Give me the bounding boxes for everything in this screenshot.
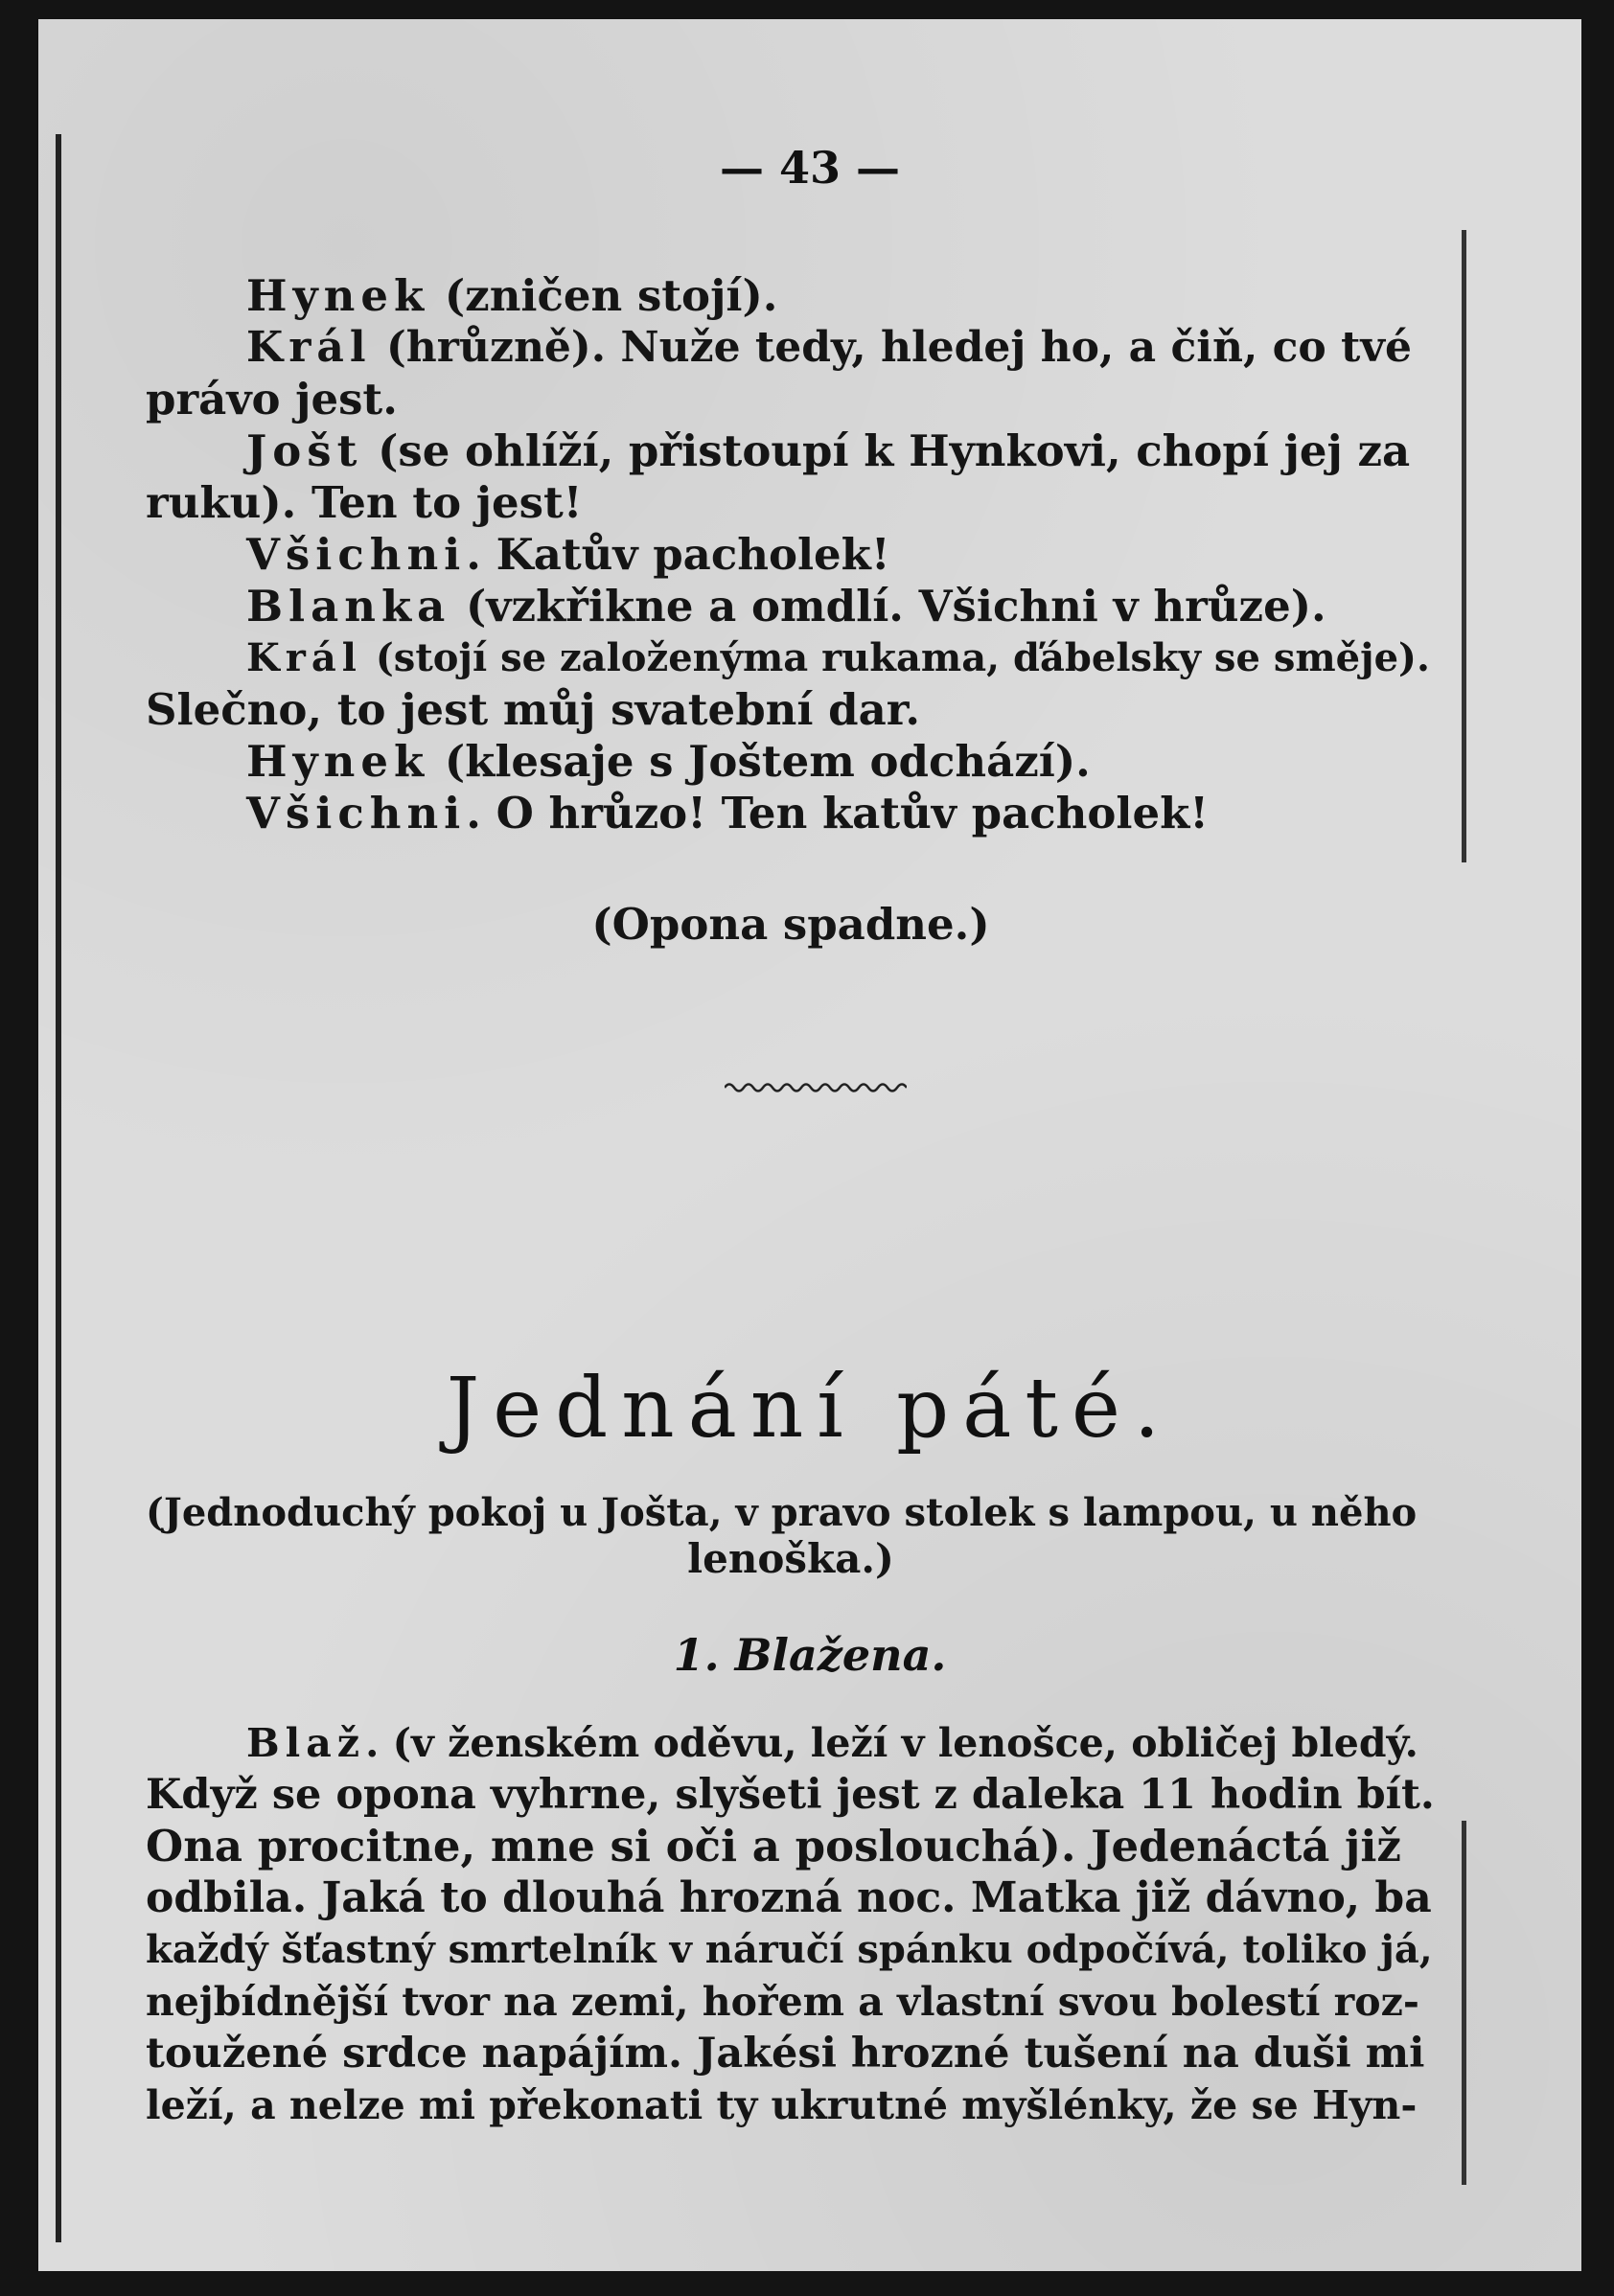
margin-mark	[1462, 1821, 1466, 2185]
page-number: — 43 —	[719, 142, 901, 194]
monologue-line: každý šťastný smrtelník v náručí spánku odpočívá, toliko já,	[146, 1927, 1433, 1972]
dialogue-text: (klesaje s Joštem odchází).	[429, 736, 1091, 787]
dialogue-line	[146, 684, 1436, 736]
monologue-block	[146, 1717, 1436, 2131]
monologue-text: . (v ženském oděvu, leží v lenošce, obličej bledý.	[365, 1720, 1418, 1766]
stage-direction-line: lenoška.)	[687, 1535, 894, 1582]
speaker-name: Blaž	[246, 1720, 366, 1766]
dialogue-text: (vzkřikne a omdlí. Všichni v hrůze).	[450, 581, 1326, 631]
curtain-note: (Opona spadne.)	[591, 899, 990, 950]
stage-direction-line: (Jednoduchý pokoj u Jošta, v pravo stolek s lampou, u něho	[146, 1490, 1418, 1535]
dialogue-line	[146, 581, 1436, 632]
speaker-name: Jošt	[246, 425, 363, 476]
speaker-name: Hynek	[246, 270, 430, 321]
stage-direction-block	[146, 1487, 1436, 1585]
book-page	[38, 19, 1581, 2271]
act-title: Jednání páté.	[446, 1361, 1174, 1457]
dialogue-line	[146, 425, 1436, 477]
binding-edge	[56, 134, 61, 2242]
margin-mark	[1462, 230, 1466, 862]
dialogue-block	[146, 270, 1436, 839]
dialogue-line	[146, 270, 1436, 322]
speaker-name: Král	[246, 323, 372, 372]
monologue-line: Když se opona vyhrne, slyšeti jest z daleka 11 hodin bít.	[146, 1771, 1435, 1819]
monologue-line: Ona procitne, mne si oči a poslouchá). Jedenáctá již	[146, 1821, 1401, 1871]
speaker-name: Všichni	[246, 529, 467, 580]
dialogue-text: ruku). Ten to jest!	[146, 477, 583, 528]
divider-ornament	[725, 1081, 907, 1094]
dialogue-text: (hrůzně). Nuže tedy, hledej ho, a čiň, co tvé	[371, 323, 1412, 372]
dialogue-text: (se ohlíží, přistoupí k Hynkovi, chopí jej za	[362, 425, 1411, 476]
speaker-name: Král	[246, 635, 362, 680]
dialogue-line	[146, 477, 1436, 529]
scene-title: 1. Blažena.	[673, 1629, 947, 1681]
dialogue-line	[146, 529, 1436, 581]
dialogue-line	[146, 322, 1436, 374]
dialogue-line	[146, 374, 1436, 425]
dialogue-text: (zničen stojí).	[429, 270, 778, 321]
curtain-note-block	[146, 899, 1436, 951]
monologue-line: leží, a nelze mi překonati ty ukrutné myšlénky, že se Hyn-	[146, 2082, 1418, 2128]
speaker-name: Všichni	[246, 788, 467, 838]
monologue-line	[146, 1717, 1436, 1769]
dialogue-text: Slečno, to jest můj svatební dar.	[146, 684, 921, 735]
monologue-line: toužené srdce napájím. Jakési hrozné tušení na duši mi	[146, 2030, 1425, 2078]
dialogue-line	[146, 632, 1436, 684]
monologue-line: nejbídnější tvor na zemi, hořem a vlastní svou bolestí roz-	[146, 1979, 1419, 2025]
dialogue-text: (stojí se založenýma rukama, ďábelsky se směje).	[361, 635, 1430, 680]
dialogue-text: . O hrůzo! Ten katův pacholek!	[466, 788, 1210, 838]
monologue-line: odbila. Jaká to dlouhá hrozná noc. Matka již dávno, ba	[146, 1873, 1432, 1922]
dialogue-line	[146, 736, 1436, 788]
speaker-name: Hynek	[246, 736, 430, 787]
dialogue-text: . Katův pacholek!	[466, 529, 890, 580]
dialogue-text: právo jest.	[146, 374, 398, 425]
speaker-name: Blanka	[246, 581, 451, 631]
dialogue-line	[146, 788, 1436, 839]
